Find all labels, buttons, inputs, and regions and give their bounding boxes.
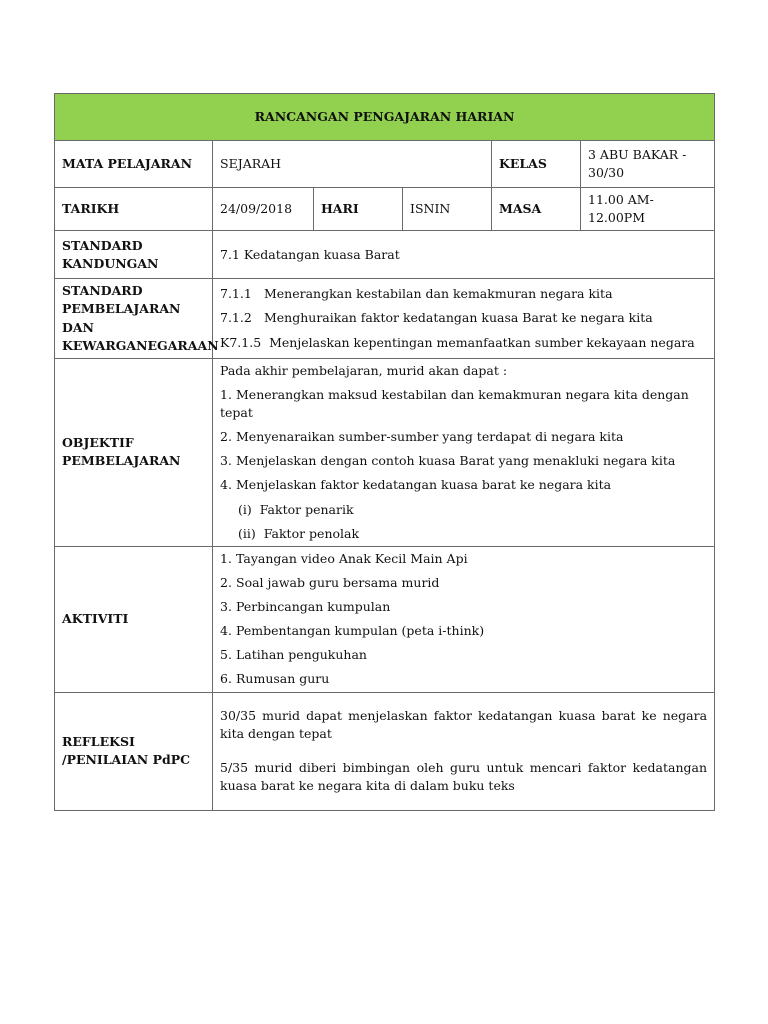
standard-item: 7.1.1 Menerangkan kestabilan dan kemakmuran negara kita <box>220 286 613 302</box>
objektif-item: 1. Menerangkan maksud kestabilan dan kemakmuran negara kita dengan tepat <box>220 386 689 420</box>
value-mata-pelajaran: SEJARAH <box>213 141 492 188</box>
label-standard-kandungan: STANDARD KANDUNGAN <box>55 231 213 279</box>
label-kelas: KELAS <box>492 141 581 188</box>
value-aktiviti <box>213 546 715 692</box>
aktiviti-item: 1. Tayangan video Anak Kecil Main Api <box>220 550 468 566</box>
refleksi-para-1: 30/35 murid dapat menjelaskan faktor kedatangan kuasa barat ke negara kita dengan tepat <box>220 707 708 741</box>
objektif-item: 2. Menyenaraikan sumber-sumber yang terdapat di negara kita <box>220 429 624 445</box>
objektif-subitem: (ii) Faktor penolak <box>238 525 360 541</box>
label-hari: HARI <box>314 188 403 231</box>
label-standard-pembelajaran: STANDARD PEMBELAJARAN DAN KEWARGANEGARAAN <box>55 279 213 359</box>
aktiviti-item: 2. Soal jawab guru bersama murid <box>220 574 440 590</box>
objektif-item: 3. Menjelaskan dengan contoh kuasa Barat yang menakluki negara kita <box>220 453 676 469</box>
label-objektif: OBJEKTIF PEMBELAJARAN <box>55 358 213 546</box>
aktiviti-item: 6. Rumusan guru <box>220 671 330 687</box>
value-masa: 11.00 AM-12.00PM <box>581 188 715 231</box>
value-objektif <box>213 358 715 546</box>
objektif-subitem: (i) Faktor penarik <box>238 501 354 517</box>
standard-item: 7.1.2 Menghuraikan faktor kedatangan kuasa Barat ke negara kita <box>220 310 653 326</box>
lesson-plan-table <box>54 93 715 811</box>
label-mata-pelajaran: MATA PELAJARAN <box>55 141 213 188</box>
row-tarikh <box>55 188 715 231</box>
row-objektif <box>55 358 715 546</box>
row-mata-pelajaran <box>55 141 715 188</box>
value-standard-pembelajaran <box>213 279 715 359</box>
row-standard-kandungan <box>55 231 715 279</box>
title-row <box>55 94 715 141</box>
refleksi-para-2: 5/35 murid diberi bimbingan oleh guru untuk mencari faktor kedatangan kuasa barat ke negara kita di dalam buku teks <box>220 760 708 794</box>
aktiviti-item: 5. Latihan pengukuhan <box>220 647 367 663</box>
aktiviti-item: 4. Pembentangan kumpulan (peta i-think) <box>220 623 485 639</box>
value-standard-kandungan: 7.1 Kedatangan kuasa Barat <box>213 231 715 279</box>
row-standard-pembelajaran <box>55 279 715 359</box>
objektif-item: 4. Menjelaskan faktor kedatangan kuasa barat ke negara kita <box>220 477 612 493</box>
standard-item: K7.1.5 Menjelaskan kepentingan memanfaatkan sumber kekayaan negara <box>220 334 695 350</box>
label-tarikh: TARIKH <box>55 188 213 231</box>
aktiviti-item: 3. Perbincangan kumpulan <box>220 599 391 614</box>
objektif-intro: Pada akhir pembelajaran, murid akan dapat : <box>220 362 508 378</box>
label-refleksi: REFLEKSI /PENILAIAN PdPC <box>55 692 213 810</box>
document-title: RANCANGAN PENGAJARAN HARIAN <box>55 94 715 141</box>
value-refleksi <box>213 692 715 810</box>
value-tarikh: 24/09/2018 <box>213 188 314 231</box>
label-masa: MASA <box>492 188 581 231</box>
label-aktiviti: AKTIVITI <box>55 546 213 692</box>
row-aktiviti <box>55 546 715 692</box>
row-refleksi <box>55 692 715 810</box>
value-kelas: 3 ABU BAKAR - 30/30 <box>581 141 715 188</box>
value-hari: ISNIN <box>403 188 492 231</box>
